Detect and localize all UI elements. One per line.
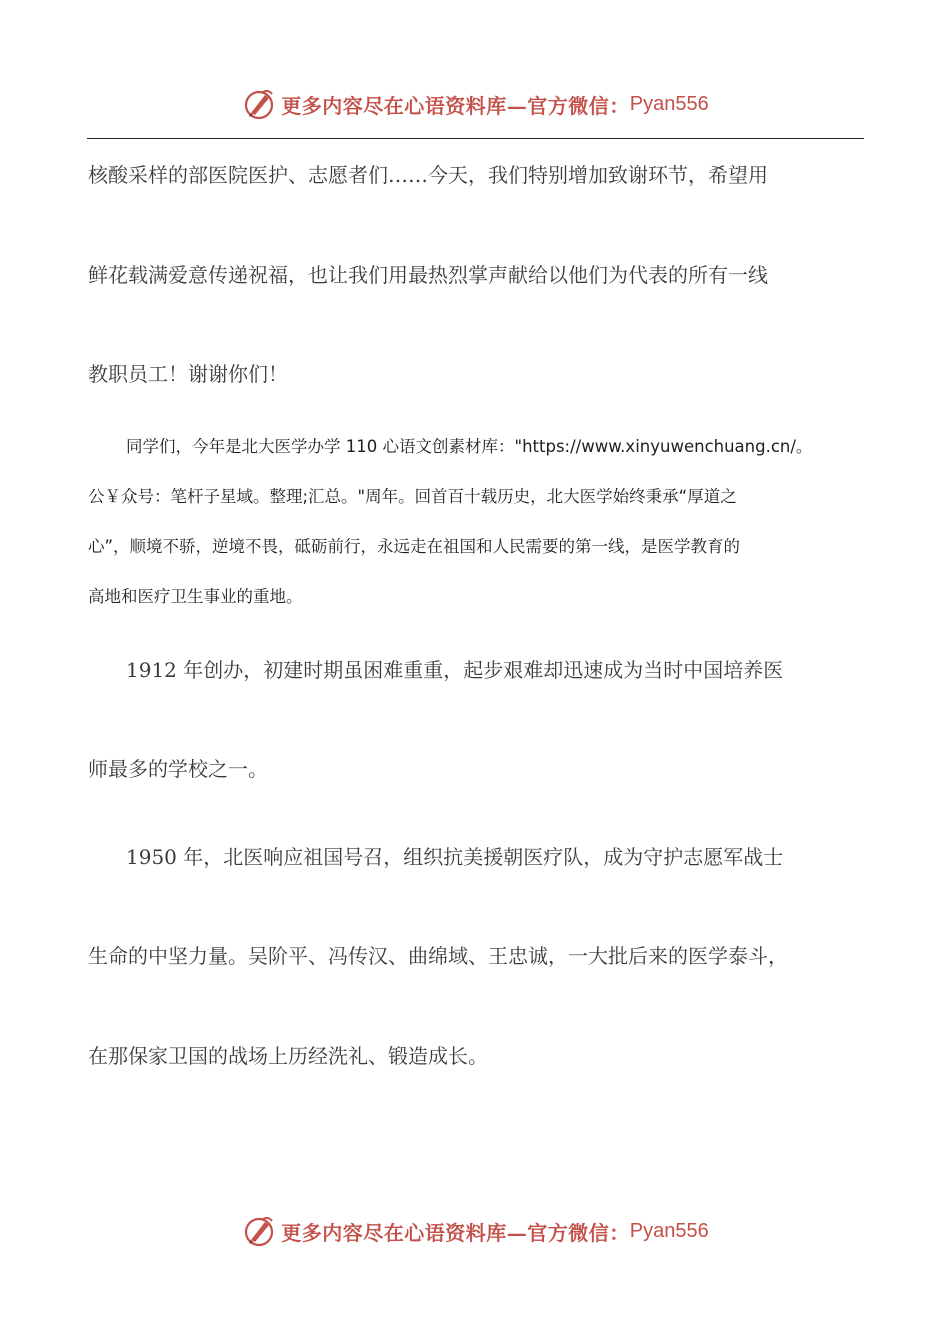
body-line: 高地和医疗卫生事业的重地。 xyxy=(88,587,303,606)
body-line: 鲜花载满爱意传递祝福，也让我们用最热烈掌声献给以他们为代表的所有一线 xyxy=(88,263,768,287)
pen-logo-icon xyxy=(241,1213,277,1249)
banner-text: 更多内容尽在心语资料库—官方微信： xyxy=(281,1220,630,1245)
pen-logo-icon xyxy=(241,86,277,122)
body-line: 同学们，今年是北大医学办学 110 心语文创素材库："https://www.xinyuwenchuang.cn/。 xyxy=(126,437,813,456)
banner-wechat-id: Pyan556 xyxy=(629,1219,709,1242)
body-line: 公￥众号：笔杆子星域。整理;汇总。"周年。回首百十载历史，北大医学始终秉承“厚道之 xyxy=(88,487,737,506)
banner-wechat-id: Pyan556 xyxy=(629,92,709,115)
body-line: 教职员工！谢谢你们！ xyxy=(88,362,288,386)
body-line: 1950 年，北医响应祖国号召，组织抗美援朝医疗队，成为守护志愿军战士 xyxy=(126,845,784,869)
body-line: 核酸采样的部医院医护、志愿者们……今天，我们特别增加致谢环节，希望用 xyxy=(88,163,768,187)
body-line: 师最多的学校之一。 xyxy=(88,757,268,781)
body-line: 心”，顺境不骄，逆境不畏，砥砺前行，永远走在祖国和人民需要的第一线，是医学教育的 xyxy=(88,537,741,556)
body-line: 在那保家卫国的战场上历经洗礼、锻造成长。 xyxy=(88,1044,488,1068)
body-line: 生命的中坚力量。吴阶平、冯传汉、曲绵域、王忠诚，一大批后来的医学泰斗， xyxy=(88,944,788,968)
header-divider xyxy=(87,138,864,139)
banner-text: 更多内容尽在心语资料库—官方微信： xyxy=(281,93,630,118)
footer-banner xyxy=(0,1211,950,1251)
header-banner xyxy=(0,84,950,124)
body-line: 1912 年创办，初建时期虽困难重重，起步艰难却迅速成为当时中国培养医 xyxy=(126,658,784,682)
